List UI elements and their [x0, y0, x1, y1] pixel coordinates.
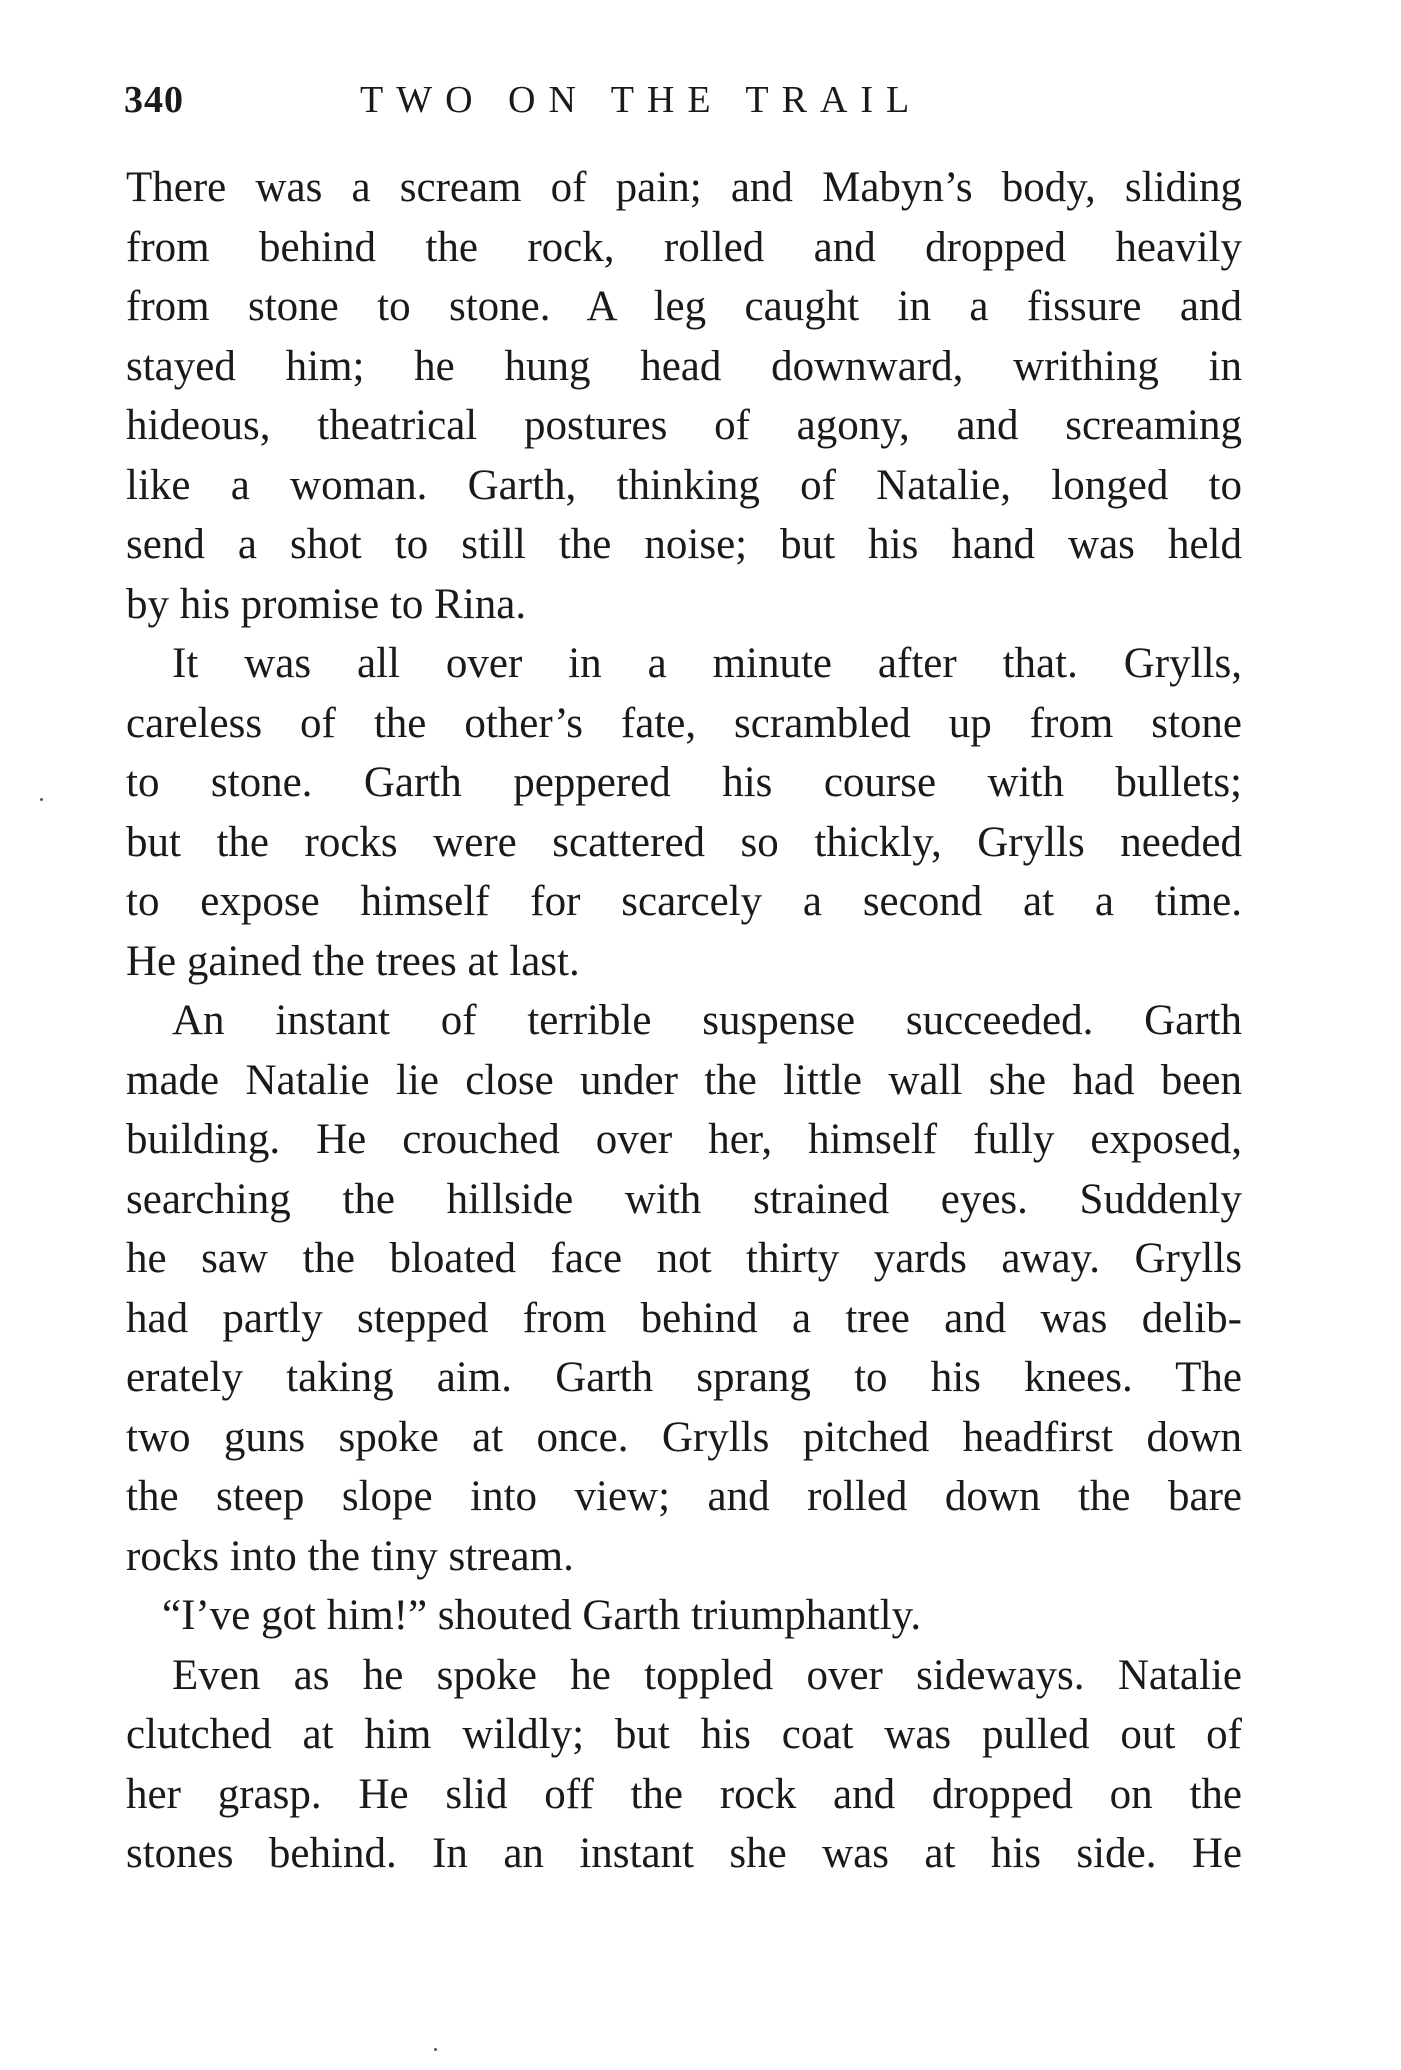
text-line: to expose himself for scarcely a second at a time. — [126, 878, 1242, 925]
text-line: from behind the rock, rolled and dropped heavily — [126, 223, 1242, 271]
scan-speck — [434, 2048, 437, 2051]
text-line: stones behind. In an instant she was at his side. He — [126, 1830, 1242, 1877]
text-line: searching the hillside with strained eyes. Suddenly — [126, 1175, 1242, 1223]
text-line: two guns spoke at once. Grylls pitched headfirst down — [126, 1413, 1242, 1461]
text-line: He gained the trees at last. — [126, 937, 580, 985]
text-line: had partly stepped from behind a tree and was delib- — [126, 1294, 1242, 1342]
text-line: hideous, theatrical postures of agony, and screaming — [126, 402, 1242, 449]
text-line: erately taking aim. Garth sprang to his knees. The — [126, 1354, 1242, 1401]
text-line: stayed him; he hung head downward, writhing in — [126, 342, 1242, 390]
text-line: by his promise to Rina. — [126, 580, 527, 628]
text-line: the steep slope into view; and rolled down the bare — [126, 1473, 1242, 1520]
text-line: send a shot to still the noise; but his hand was held — [126, 521, 1242, 568]
text-line: rocks into the tiny stream. — [126, 1532, 574, 1580]
text-line: There was a scream of pain; and Mabyn’s body, sliding — [126, 164, 1242, 211]
text-line: to stone. Garth peppered his course with bullets; — [126, 759, 1242, 806]
text-line: clutched at him wildly; but his coat was pulled out of — [126, 1711, 1242, 1758]
text-line: from stone to stone. A leg caught in a fissure and — [126, 283, 1242, 330]
page-number: 340 — [124, 79, 184, 121]
text-line: Even as he spoke he toppled over sideways. Natalie — [172, 1651, 1242, 1699]
text-line: “I’ve got him!” shouted Garth triumphantly. — [162, 1592, 922, 1639]
text-line: but the rocks were scattered so thickly, Grylls needed — [126, 818, 1242, 866]
body-text — [126, 158, 1242, 1884]
running-title: TWO ON THE TRAIL — [360, 79, 923, 121]
text-line: It was all over in a minute after that. Grylls, — [172, 640, 1242, 687]
scan-speck — [40, 798, 43, 801]
text-line: made Natalie lie close under the little wall she had been — [126, 1056, 1242, 1104]
text-line: An instant of terrible suspense succeeded. Garth — [172, 997, 1242, 1044]
text-line: like a woman. Garth, thinking of Natalie, longed to — [126, 461, 1242, 509]
text-line: building. He crouched over her, himself fully exposed, — [126, 1116, 1242, 1163]
running-head — [124, 78, 1244, 138]
text-line: careless of the other’s fate, scrambled up from stone — [126, 699, 1242, 747]
text-line: her grasp. He slid off the rock and dropped on the — [126, 1770, 1242, 1818]
text-line: he saw the bloated face not thirty yards away. Grylls — [126, 1235, 1242, 1282]
